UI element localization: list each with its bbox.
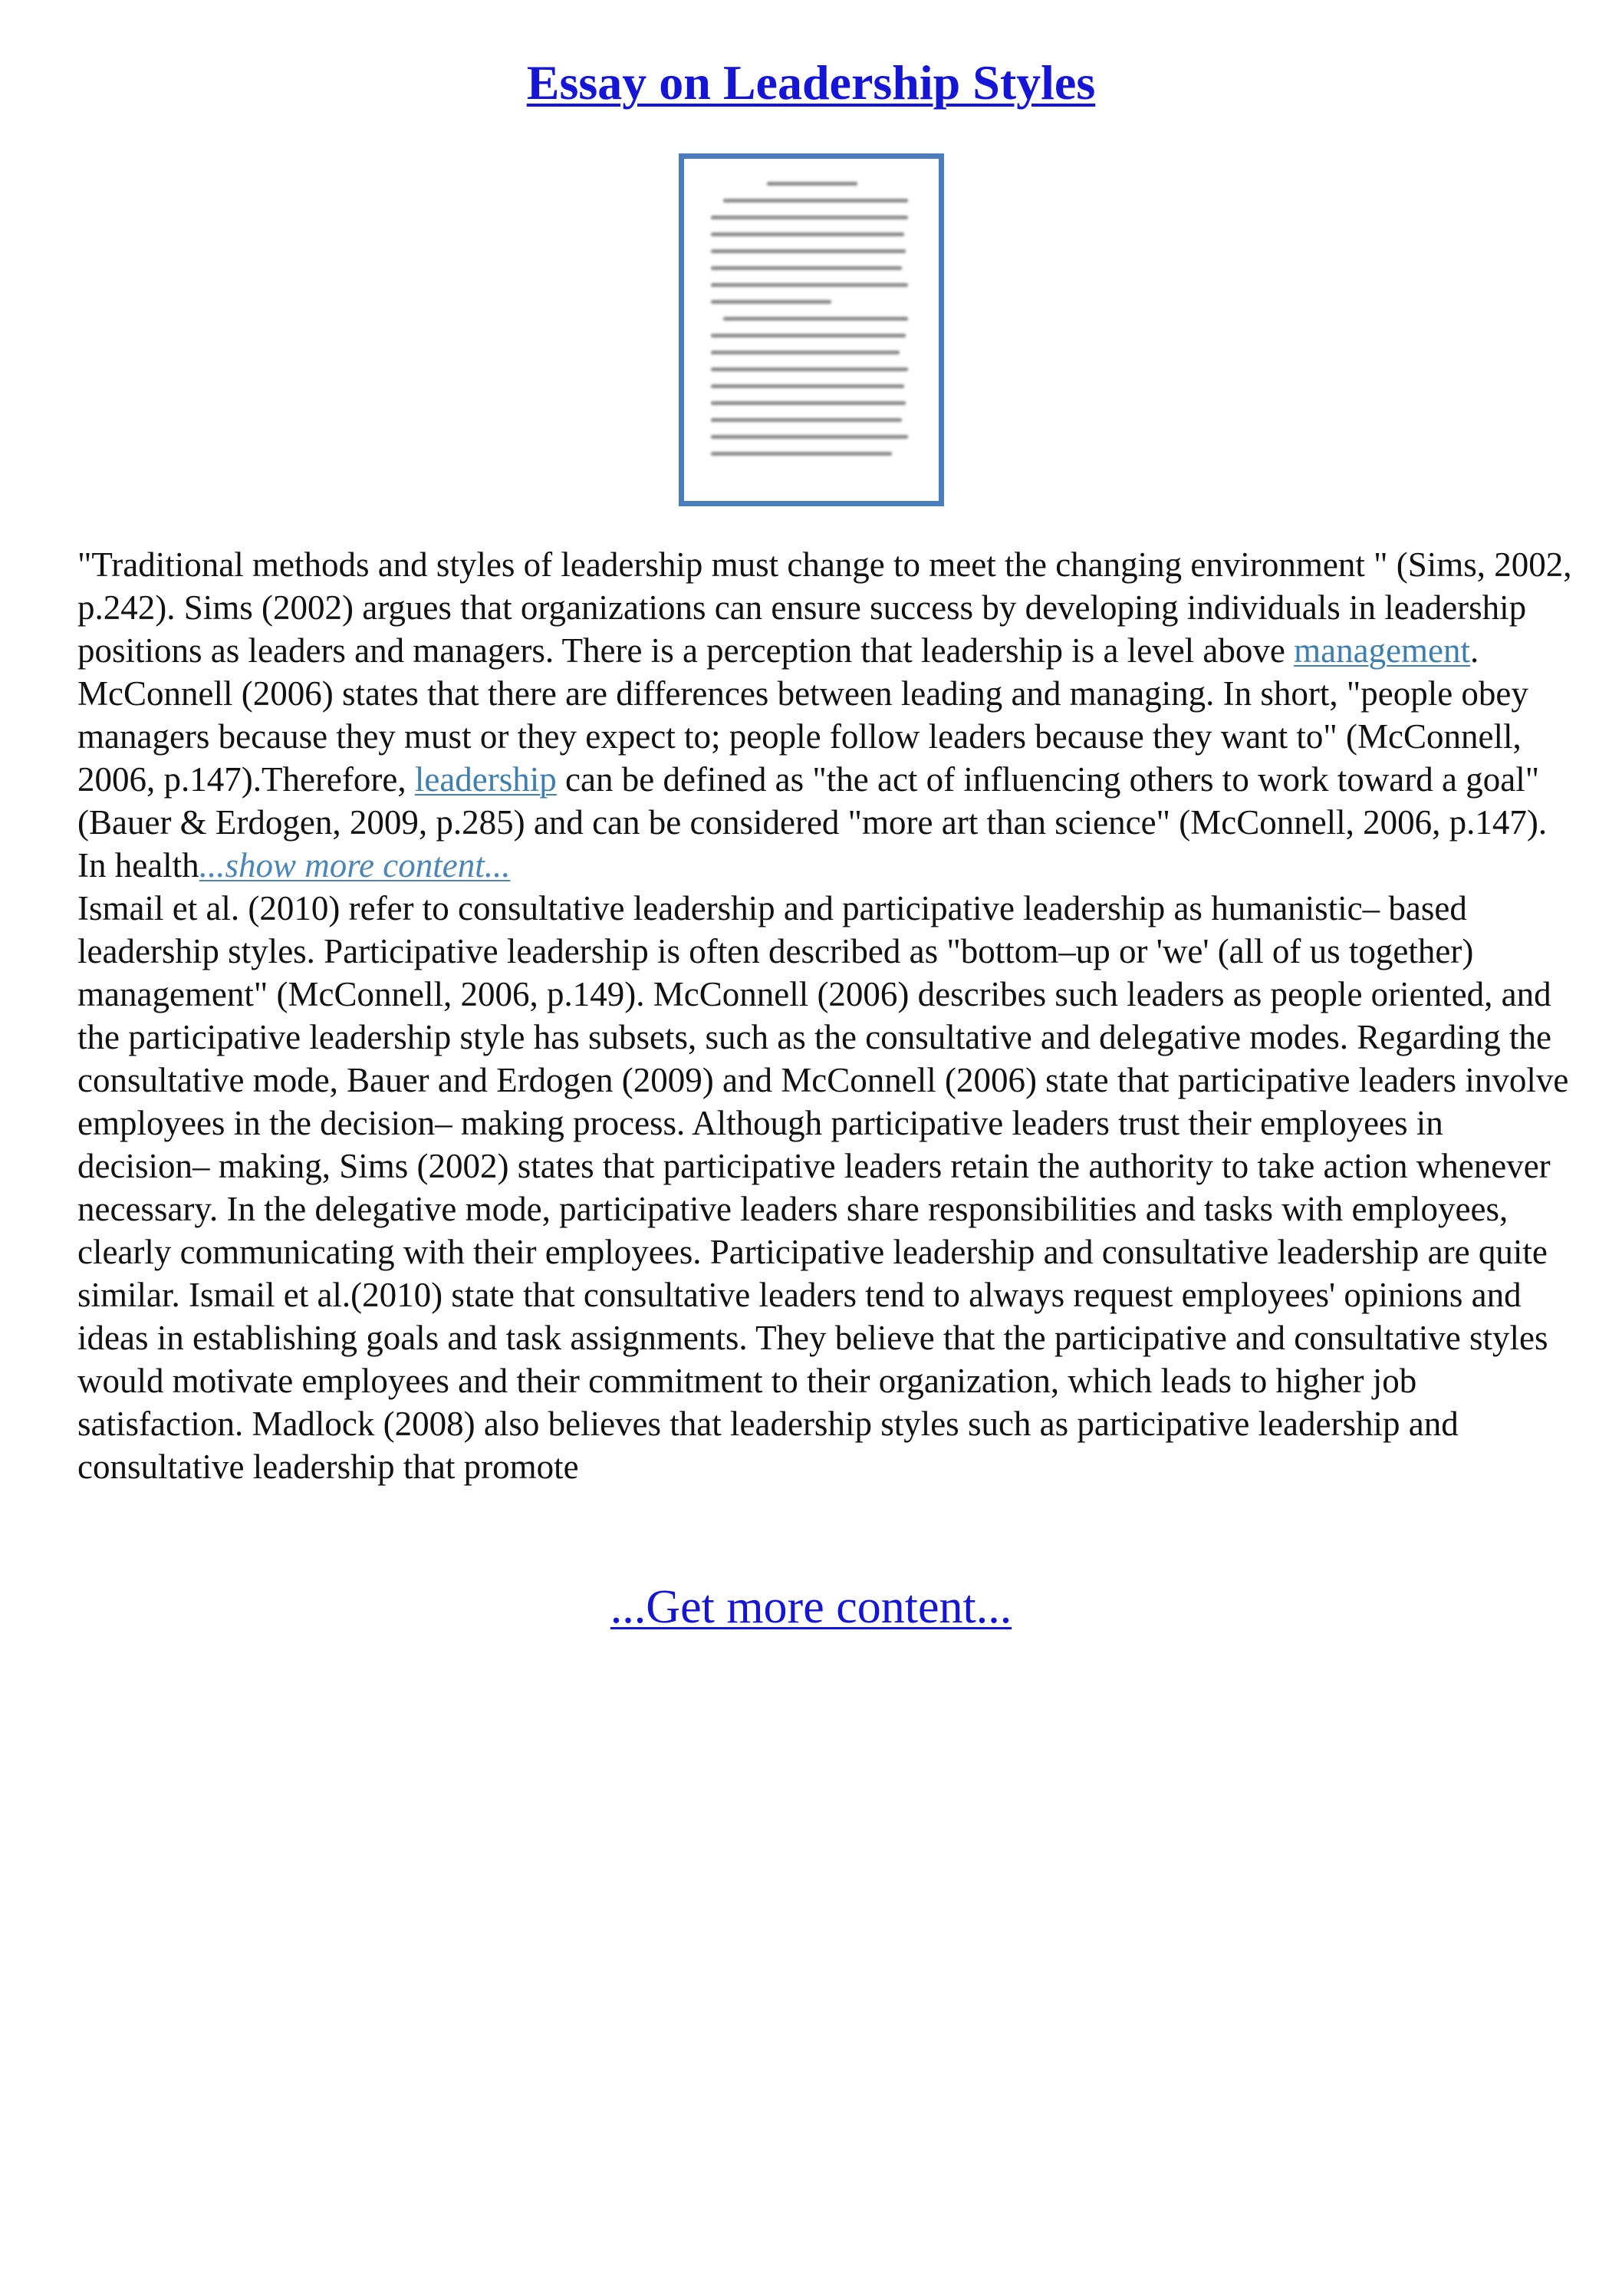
get-more-content [0, 1579, 1622, 1636]
show-more-content-link[interactable]: ...show more content... [199, 846, 511, 884]
excerpt-part-4: Ismail et al. (2010) refer to consultative leadership and participative leadership as humanistic– based leadership styles. Participative leadership is often described as "bottom–up or 'we' (all of us together) management" (McConnell, 2006, p.149). McConnell (2006) describes such leaders as people oriented, and the participative leadership style has subsets, such as the consultative and delegative modes. Regarding the consultative mode, Bauer and Erdogen (2009) and McConnell (2006) state that participative leaders involve employees in the decision– making process. Although participative leaders trust their employees in decision– making, Sims (2002) states that participative leaders retain the authority to take action whenever necessary. In the delegative mode, participative leaders share responsibilities and tasks with employees, clearly communicating with their employees. Participative leadership and consultative leadership are quite similar. Ismail et al.(2010) state that consultative leaders tend to always request employees' opinions and ideas in establishing goals and task assignments. They believe that the participative and consultative styles would motivate employees and their commitment to their organization, which leads to higher job satisfaction. Madlock (2008) also believes that leadership styles such as participative leadership and consultative leadership that promote [77, 889, 1569, 1486]
excerpt-part-2: . McConnell (2006) states that there are differences between leading and managing. In short, "people obey managers because they must or they expect to; people follow leaders because they want to" (McConnell, 2006, p.147).Therefore, [77, 631, 1528, 799]
document-preview-thumbnail[interactable] [679, 153, 944, 506]
page-title [0, 54, 1622, 113]
excerpt-part-3: can be defined as "the act of influencing others to work toward a goal" (Bauer & Erdogen, 2009, p.285) and can be considered "more art than science" (McConnell, 2006, p.147). In health [77, 760, 1548, 884]
excerpt-part-1: "Traditional methods and styles of leadership must change to meet the changing environment " (Sims, 2002, p.242). Sims (2002) argues that organizations can ensure success by developing individuals in leadership positions as leaders and managers. There is a perception that leadership is a level above [77, 545, 1572, 670]
thumbnail-blurred-text [711, 182, 912, 478]
essay-excerpt [77, 543, 1581, 1488]
get-more-content-link[interactable]: ...Get more content... [610, 1581, 1012, 1633]
leadership-link[interactable]: leadership [414, 760, 557, 799]
title-link[interactable]: Essay on Leadership Styles [526, 55, 1096, 110]
management-link[interactable]: management [1294, 631, 1471, 670]
